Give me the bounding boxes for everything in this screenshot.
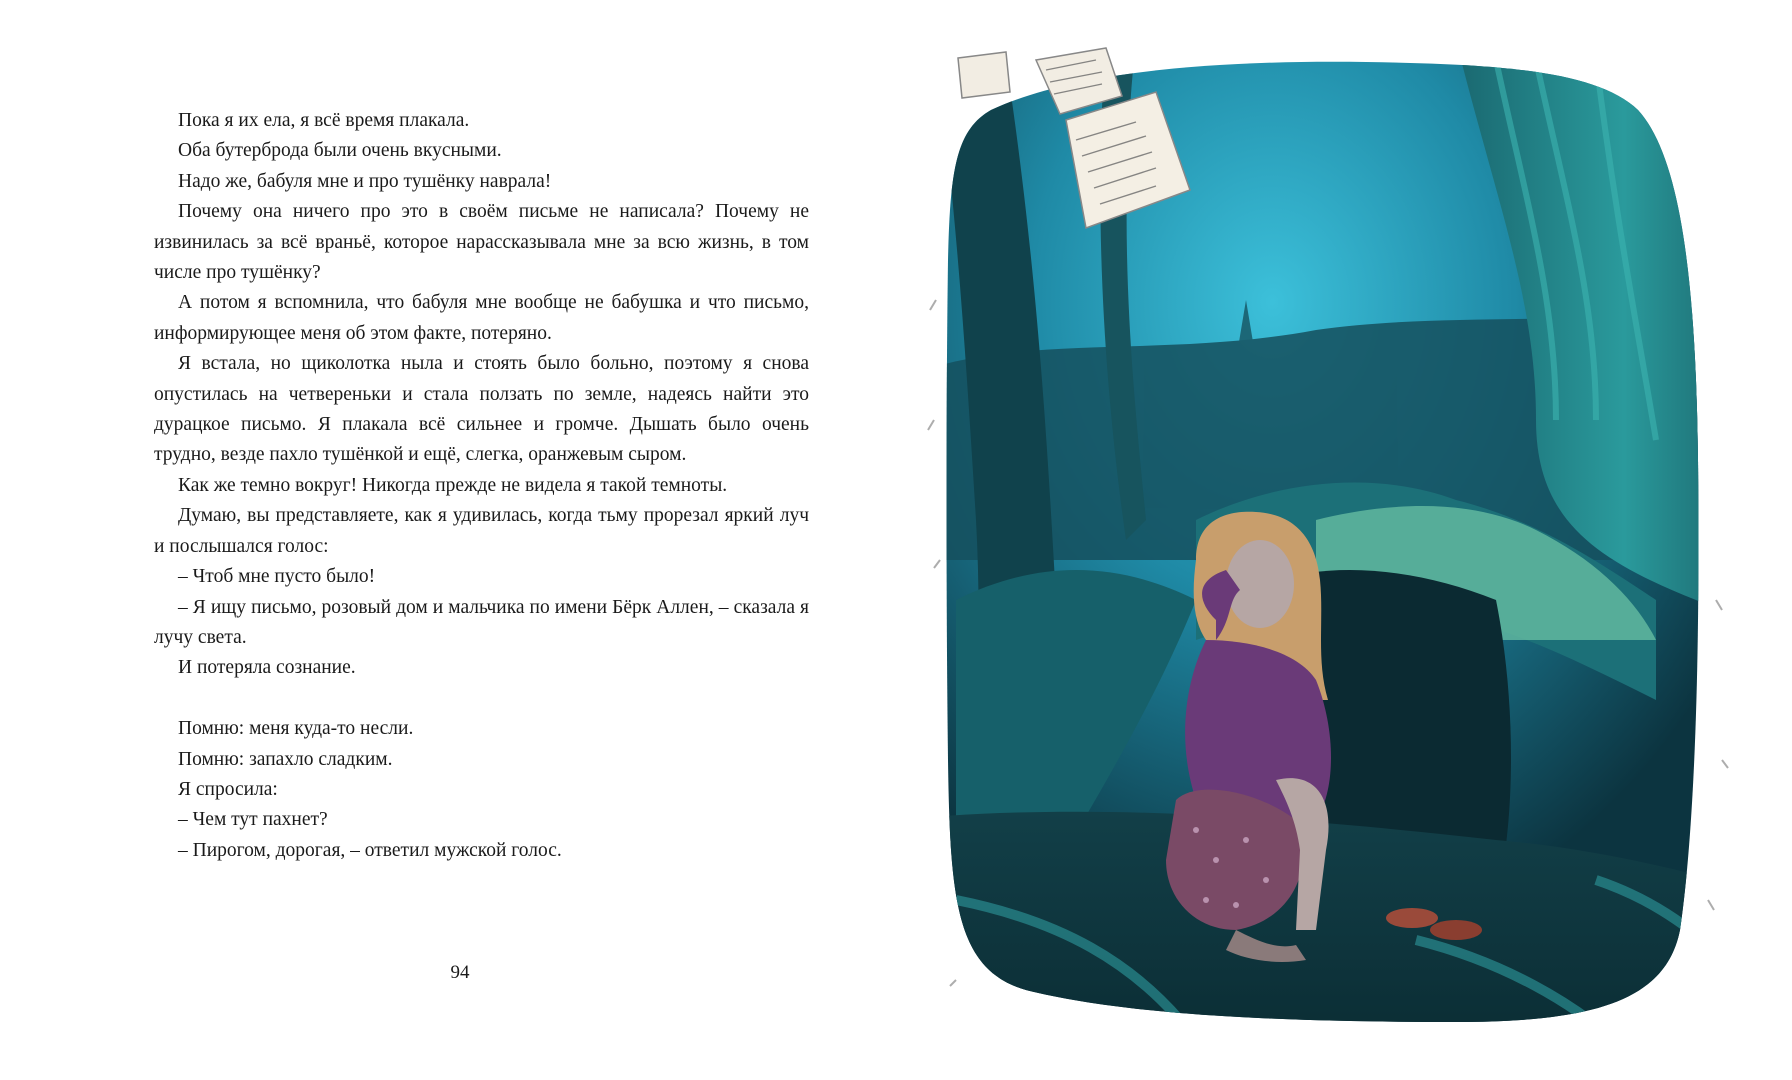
paragraph: И потеряла сознание. (178, 657, 356, 679)
paragraph: Я встала, но щиколотка ныла и стоять было больно, поэтому я снова опустилась на четвереньки и стала ползать по земле, надеясь найти это дурацкое письмо. Я плакала всё сильнее и громче. Дышать было очень трудно, везде пахло тушёнкой и ещё, слегка, оранжевым сыром. (154, 353, 809, 466)
section-break (154, 684, 809, 714)
paragraph: – Я ищу письмо, розовый дом и мальчика по имени Бёрк Аллен, – сказала я лучу света. (154, 596, 809, 648)
paragraph: – Чем тут пахнет? (178, 809, 328, 831)
paragraph: Думаю, вы представляете, как я удивилась, когда тьму прорезал яркий луч и послышался голос: (154, 505, 809, 557)
paragraph: Оба бутерброда были очень вкусными. (178, 140, 502, 162)
right-page (896, 0, 1792, 1080)
paragraph: – Чтоб мне пусто было! (178, 566, 376, 588)
page-number: 94 (450, 962, 470, 983)
paragraph: Почему она ничего про это в своём письме не написала? Почему не извинилась за всё враньё, которое нарассказывала мне за всю жизнь, в том числе про тушёнку? (154, 201, 809, 284)
text-block (154, 106, 809, 866)
paragraph: Пока я их ела, я всё время плакала. (178, 110, 470, 131)
paragraph: А потом я вспомнила, что бабуля мне вообще не бабушка и что письмо, информирующее меня об этом факте, потеряно. (154, 292, 809, 344)
paragraph: Помню: запахло сладким. (178, 748, 393, 770)
paragraph: Помню: меня куда-то несли. (178, 718, 414, 740)
paragraph: Как же темно вокруг! Никогда прежде не видела я такой темноты. (178, 474, 728, 496)
paragraph: – Пирогом, дорогая, – ответил мужской голос. (178, 839, 562, 861)
paragraph: Надо же, бабуля мне и про тушёнку наврала! (178, 170, 552, 192)
paragraph: Я спросила: (178, 778, 278, 800)
forest-illustration (896, 0, 1792, 1080)
